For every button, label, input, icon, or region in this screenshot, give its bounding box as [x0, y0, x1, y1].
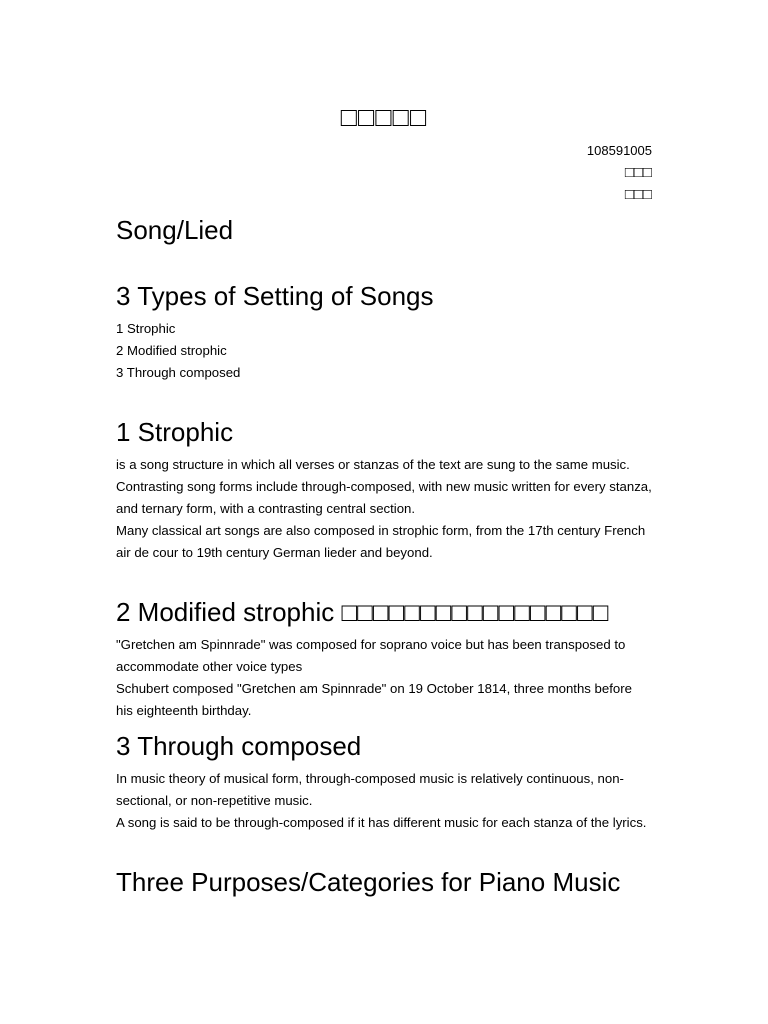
paragraph: Many classical art songs are also composed in strophic form, from the 17th century French air de cour to 19th century German lieder and beyond. — [116, 523, 646, 560]
types-list — [116, 318, 652, 384]
document-title: □□□□□ — [340, 102, 428, 132]
paragraph: A song is said to be through-composed if it has different music for each stanza of the lyrics. — [116, 815, 647, 830]
through-composed-body — [116, 768, 652, 834]
paragraph: Contrasting song forms include through-composed, with new music written for every stanza, and ternary form, with a contrasting central section. — [116, 479, 652, 516]
modified-strophic-body — [116, 634, 652, 722]
student-id: 108591005 — [586, 143, 652, 158]
heading-modified-strophic: 2 Modified strophic □□□□□□□□□□□□□□□□□ — [116, 597, 609, 627]
list-item: 3 Through composed — [116, 365, 241, 380]
author-line-1: □□□ — [624, 164, 652, 181]
heading-through-composed: 3 Through composed — [116, 731, 362, 761]
heading-strophic: 1 Strophic — [116, 417, 234, 447]
document-content — [116, 100, 652, 898]
heading-types-of-setting: 3 Types of Setting of Songs — [116, 281, 434, 311]
paragraph: "Gretchen am Spinnrade" was composed for soprano voice but has been transposed to accommodate other voice types — [116, 637, 626, 674]
author-line-2: □□□ — [624, 186, 652, 203]
list-item: 1 Strophic — [116, 321, 176, 336]
strophic-body — [116, 454, 652, 564]
author-info — [116, 140, 652, 206]
paragraph: In music theory of musical form, through-composed music is relatively continuous, non-sectional, or non-repetitive music. — [116, 771, 624, 808]
heading-piano-music: Three Purposes/Categories for Piano Music — [116, 867, 621, 897]
paragraph: is a song structure in which all verses or stanzas of the text are sung to the same music. — [116, 457, 630, 472]
paragraph: Schubert composed "Gretchen am Spinnrade" on 19 October 1814, three months before his eighteenth birthday. — [116, 681, 632, 718]
list-item: 2 Modified strophic — [116, 343, 227, 358]
heading-song-lied: Song/Lied — [116, 215, 234, 245]
